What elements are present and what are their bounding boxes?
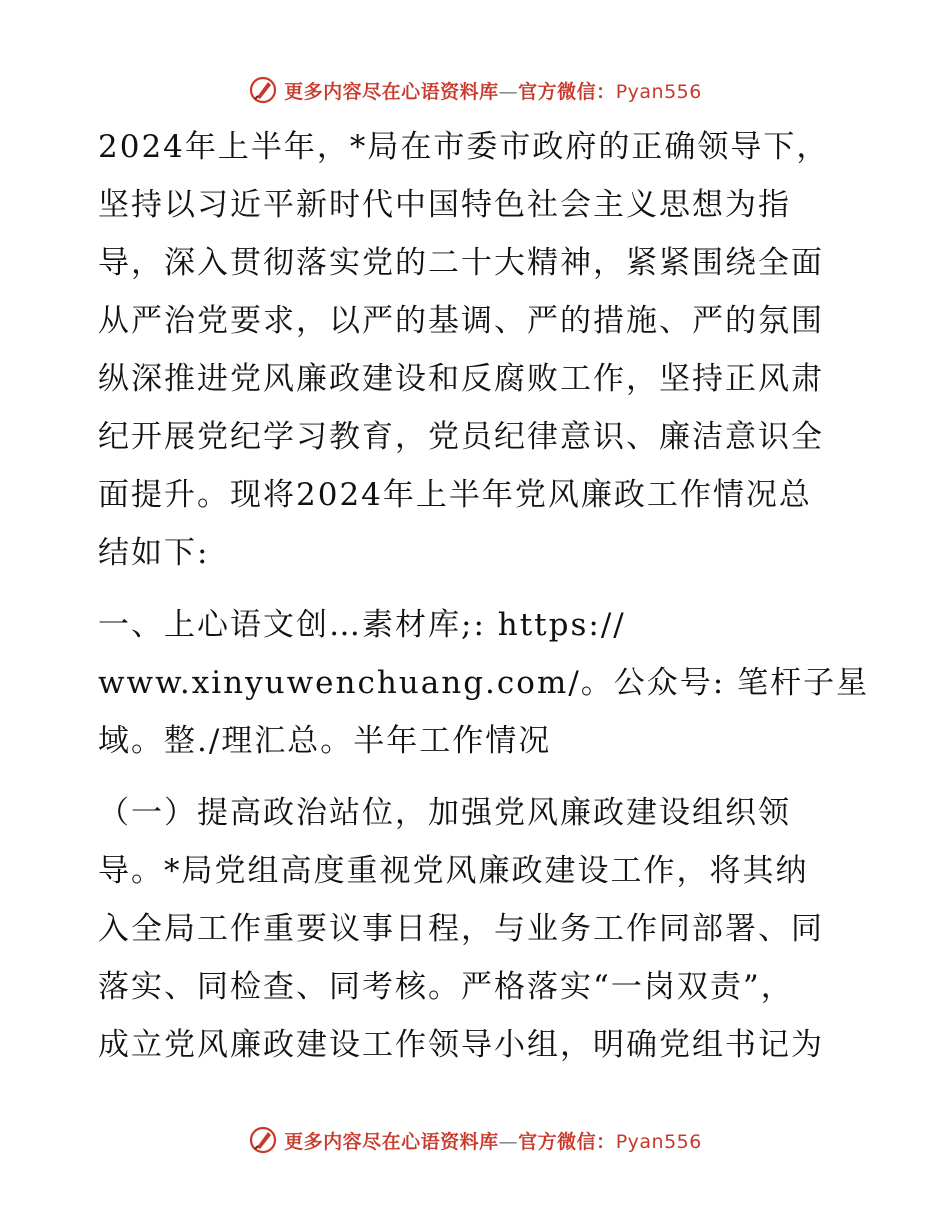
text-line: 结如下: (98, 535, 210, 571)
watermark-text (284, 77, 702, 104)
text-line: 面提升。现将2024年上半年党风廉政工作情况总 (98, 477, 812, 513)
text-line: 落实、同检查、同考核。严格落实“一岗双责”， (98, 969, 794, 1005)
text-line: 坚持以习近平新时代中国特色社会主义思想为指 (98, 187, 791, 223)
watermark-banner-bottom (0, 1120, 950, 1160)
watermark-text (284, 1127, 702, 1154)
document-body (98, 118, 870, 1088)
section-heading (98, 596, 870, 770)
text-line: 域。整./理汇总。半年工作情况 (98, 723, 552, 759)
watermark-wechat-id: Pyan556 (615, 80, 702, 103)
text-line: 成立党风廉政建设工作领导小组，明确党组书记为 (98, 1027, 824, 1063)
text-line: 导，深入贯彻落实党的二十大精神，紧紧围绕全面 (98, 245, 824, 281)
watermark-wechat-label: 官方微信： (518, 1130, 616, 1153)
text-line: 导。*局党组高度重视党风廉政建设工作，将其纳 (98, 853, 809, 889)
text-line: 纵深推进党风廉政建设和反腐败工作，坚持正风肃 (98, 361, 824, 397)
text-line: www.xinyuwenchuang.com/。公众号: 笔杆子星 (98, 665, 870, 701)
watermark-separator: — (498, 1130, 519, 1153)
text-line: 入全局工作重要议事日程，与业务工作同部署、同 (98, 911, 824, 947)
watermark-site-text: 更多内容尽在心语资料库 (284, 80, 499, 103)
watermark-banner-top (0, 70, 950, 110)
text-line: 从严治党要求，以严的基调、严的措施、严的氛围 (98, 303, 824, 339)
text-line: 2024年上半年，*局在市委市政府的正确领导下， (98, 129, 830, 165)
subsection-paragraph (98, 784, 858, 1074)
quill-circle-icon (248, 1125, 278, 1155)
watermark-wechat-id: Pyan556 (615, 1130, 702, 1153)
intro-paragraph (98, 118, 858, 582)
quill-circle-icon (248, 75, 278, 105)
watermark-site-text: 更多内容尽在心语资料库 (284, 1130, 499, 1153)
watermark-wechat-label: 官方微信： (518, 80, 616, 103)
text-line: 纪开展党纪学习教育，党员纪律意识、廉洁意识全 (98, 419, 824, 455)
watermark-separator: — (498, 80, 519, 103)
text-line: （一）提高政治站位，加强党风廉政建设组织领 (98, 795, 791, 831)
text-line: 一、上心语文创…素材库;: https:// (98, 607, 626, 643)
